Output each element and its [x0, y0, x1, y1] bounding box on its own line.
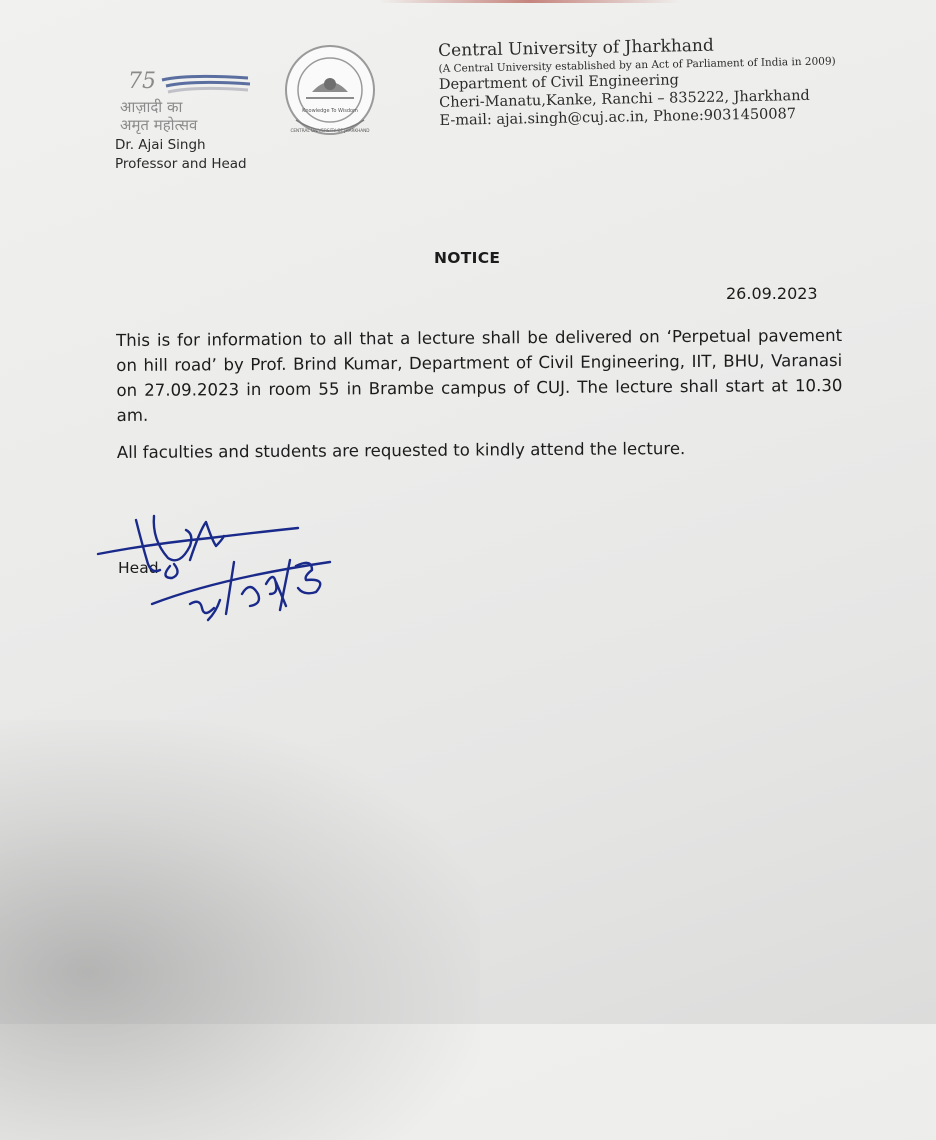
sender-block: [115, 136, 247, 174]
paper-top-edge: [380, 0, 680, 3]
handwritten-signature: [90, 500, 350, 630]
department-name: Department of Civil Engineering: [438, 72, 680, 93]
notice-date: 26.09.2023: [726, 284, 818, 303]
university-name: Central University of Jharkhand: [438, 35, 714, 61]
azadi-logo-line1: आज़ादी का: [120, 98, 183, 116]
notice-body: [116, 323, 843, 465]
letterhead: [438, 32, 880, 130]
establishment-note: (A Central University established by an Act of Parliament of India in 2009): [438, 55, 836, 75]
azadi-ka-amrit-mahotsav-logo: [118, 68, 270, 134]
notice-title: NOTICE: [434, 249, 501, 267]
seal-inner-text: Knowledge To Wisdom: [302, 108, 358, 114]
photo-shadow: [0, 720, 480, 1140]
signatory-label: Head: [118, 559, 159, 577]
notice-paragraph-2: All faculties and students are requested to kindly attend the lecture.: [116, 439, 686, 462]
seal-ring-text: CENTRAL UNIVERSITY OF JHARKHAND: [290, 128, 370, 133]
sender-designation: Professor and Head: [115, 156, 247, 172]
notice-paragraph-1: This is for information to all that a lecture shall be delivered on ‘Perpetual pavement on hill road’ by Prof. Brind Kumar, Department of Civil Engineering, IIT, BHU, Varanasi on 27.09.2023 in room 55 in Brambe campus of CUJ. The lecture shall start at 10.30 am.: [116, 325, 843, 425]
sender-name: Dr. Ajai Singh: [115, 137, 206, 153]
contact-info: E-mail: ajai.singh@cuj.ac.in, Phone:9031450087: [439, 106, 797, 129]
university-seal-logo: [278, 42, 382, 138]
address: Cheri-Manatu,Kanke, Ranchi – 835222, Jharkhand: [439, 87, 810, 111]
azadi-logo-number: 75: [128, 69, 156, 94]
azadi-logo-line2: अमृत महोत्सव: [120, 116, 198, 134]
